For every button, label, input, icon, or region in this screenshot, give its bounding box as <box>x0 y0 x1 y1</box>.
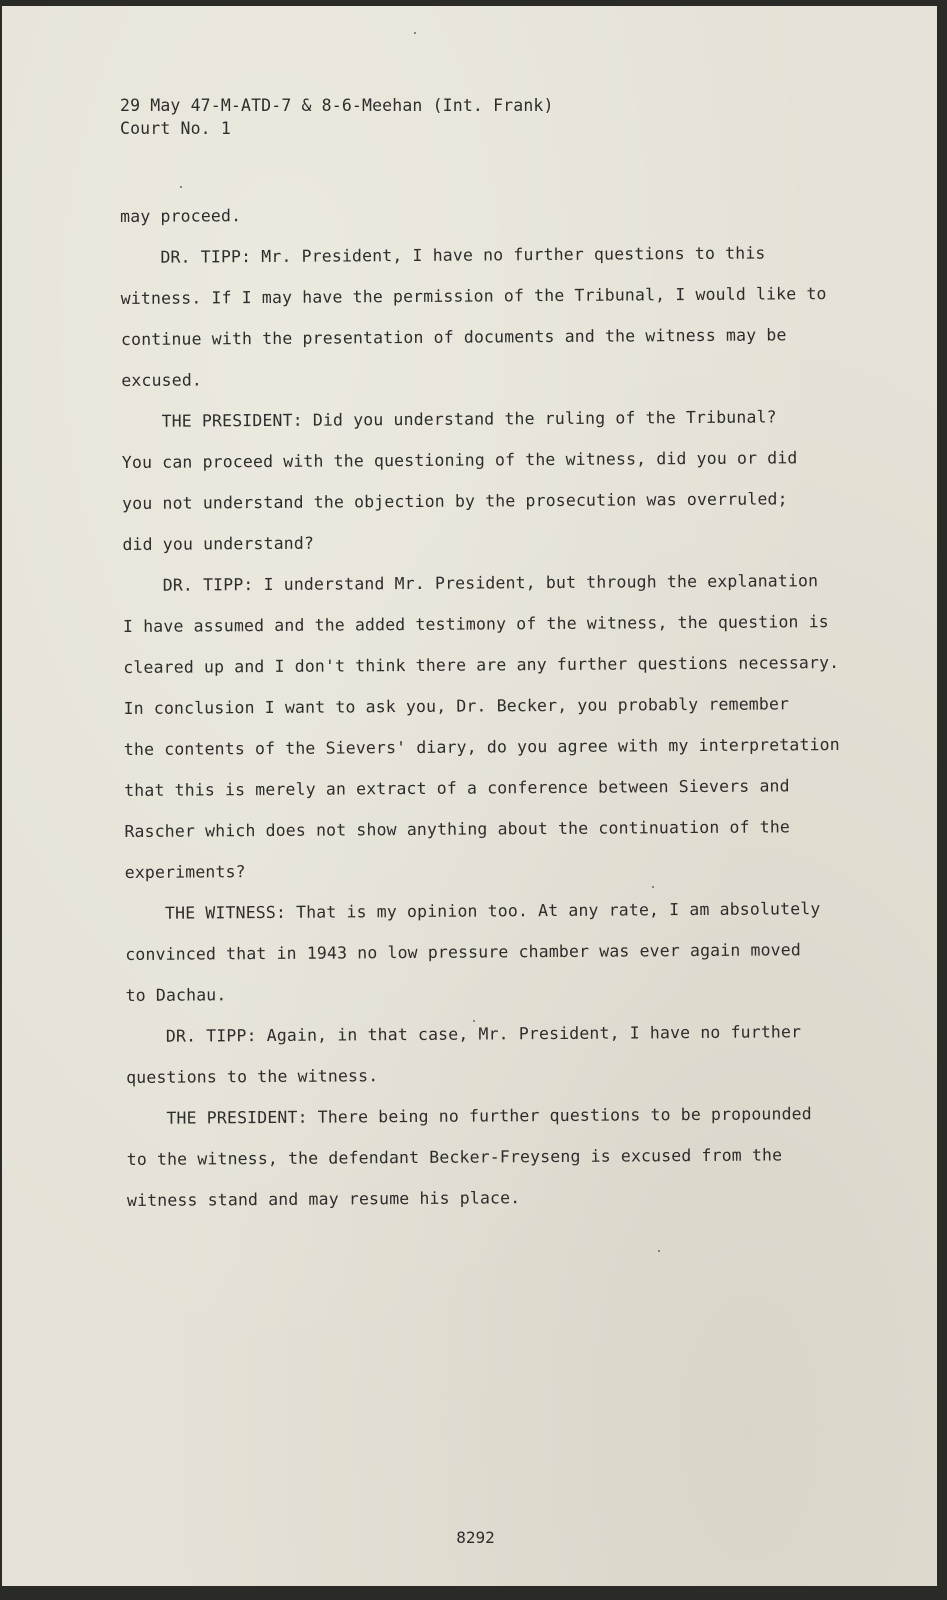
transcript-line: you not understand the objection by the prosecution was overruled; <box>122 489 788 513</box>
header-session-line: 29 May 47-M-ATD-7 & 8-6-Meehan (Int. Frank) <box>120 96 554 115</box>
transcript-line: continue with the presentation of documents and the witness may be <box>120 325 787 349</box>
transcript-line: to the witness, the defendant Becker-Freyseng is excused from the <box>126 1145 783 1169</box>
transcript-line: You can proceed with the questioning of the witness, did you or did <box>121 448 798 472</box>
transcript-line: THE WITNESS: That is my opinion too. At any rate, I am absolutely <box>164 899 821 923</box>
transcript-line: to Dachau. <box>125 985 227 1005</box>
transcript-line: THE PRESIDENT: There being no further questions to be propounded <box>166 1104 812 1128</box>
transcript-line: questions to the witness. <box>126 1066 379 1087</box>
paper-speck <box>658 1250 660 1252</box>
paper-speck <box>652 886 654 888</box>
transcript-line: I have assumed and the added testimony of the witness, the question is <box>122 612 829 636</box>
transcript-line: THE PRESIDENT: Did you understand the ruling of the Tribunal? <box>161 407 777 431</box>
header-court-line: Court No. 1 <box>120 119 231 138</box>
transcript-body <box>120 191 847 1221</box>
transcript-line: convinced that in 1943 no low pressure chamber was ever again moved <box>125 940 801 964</box>
transcript-line: the contents of the Sievers' diary, do you agree with my interpretation <box>123 734 840 759</box>
transcript-line: excused. <box>121 370 203 390</box>
page-number: 8292 <box>456 1528 495 1547</box>
paper-speck <box>180 186 182 188</box>
transcript-line: witness. If I may have the permission of the Tribunal, I would like to <box>120 284 827 308</box>
transcript-line: that this is merely an extract of a conference between Sievers and <box>124 776 790 800</box>
transcript-line: experiments? <box>124 862 246 882</box>
transcript-line: may proceed. <box>120 206 242 226</box>
paper-speck <box>473 1020 475 1022</box>
transcript-line: Rascher which does not show anything about the continuation of the <box>124 817 791 841</box>
transcript-line: DR. TIPP: I understand Mr. President, but through the explanation <box>162 571 819 595</box>
transcript-line: DR. TIPP: Mr. President, I have no further questions to this <box>160 243 766 267</box>
transcript-line: cleared up and I don't think there are any further questions necessary. <box>123 652 840 677</box>
transcript-line: witness stand and may resume his place. <box>126 1188 521 1210</box>
transcript-line: did you understand? <box>122 533 315 554</box>
document-header <box>120 94 554 140</box>
paper-speck <box>414 32 416 34</box>
transcript-line: In conclusion I want to ask you, Dr. Becker, you probably remember <box>123 694 790 718</box>
transcript-line: DR. TIPP: Again, in that case, Mr. President, I have no further <box>165 1022 802 1046</box>
